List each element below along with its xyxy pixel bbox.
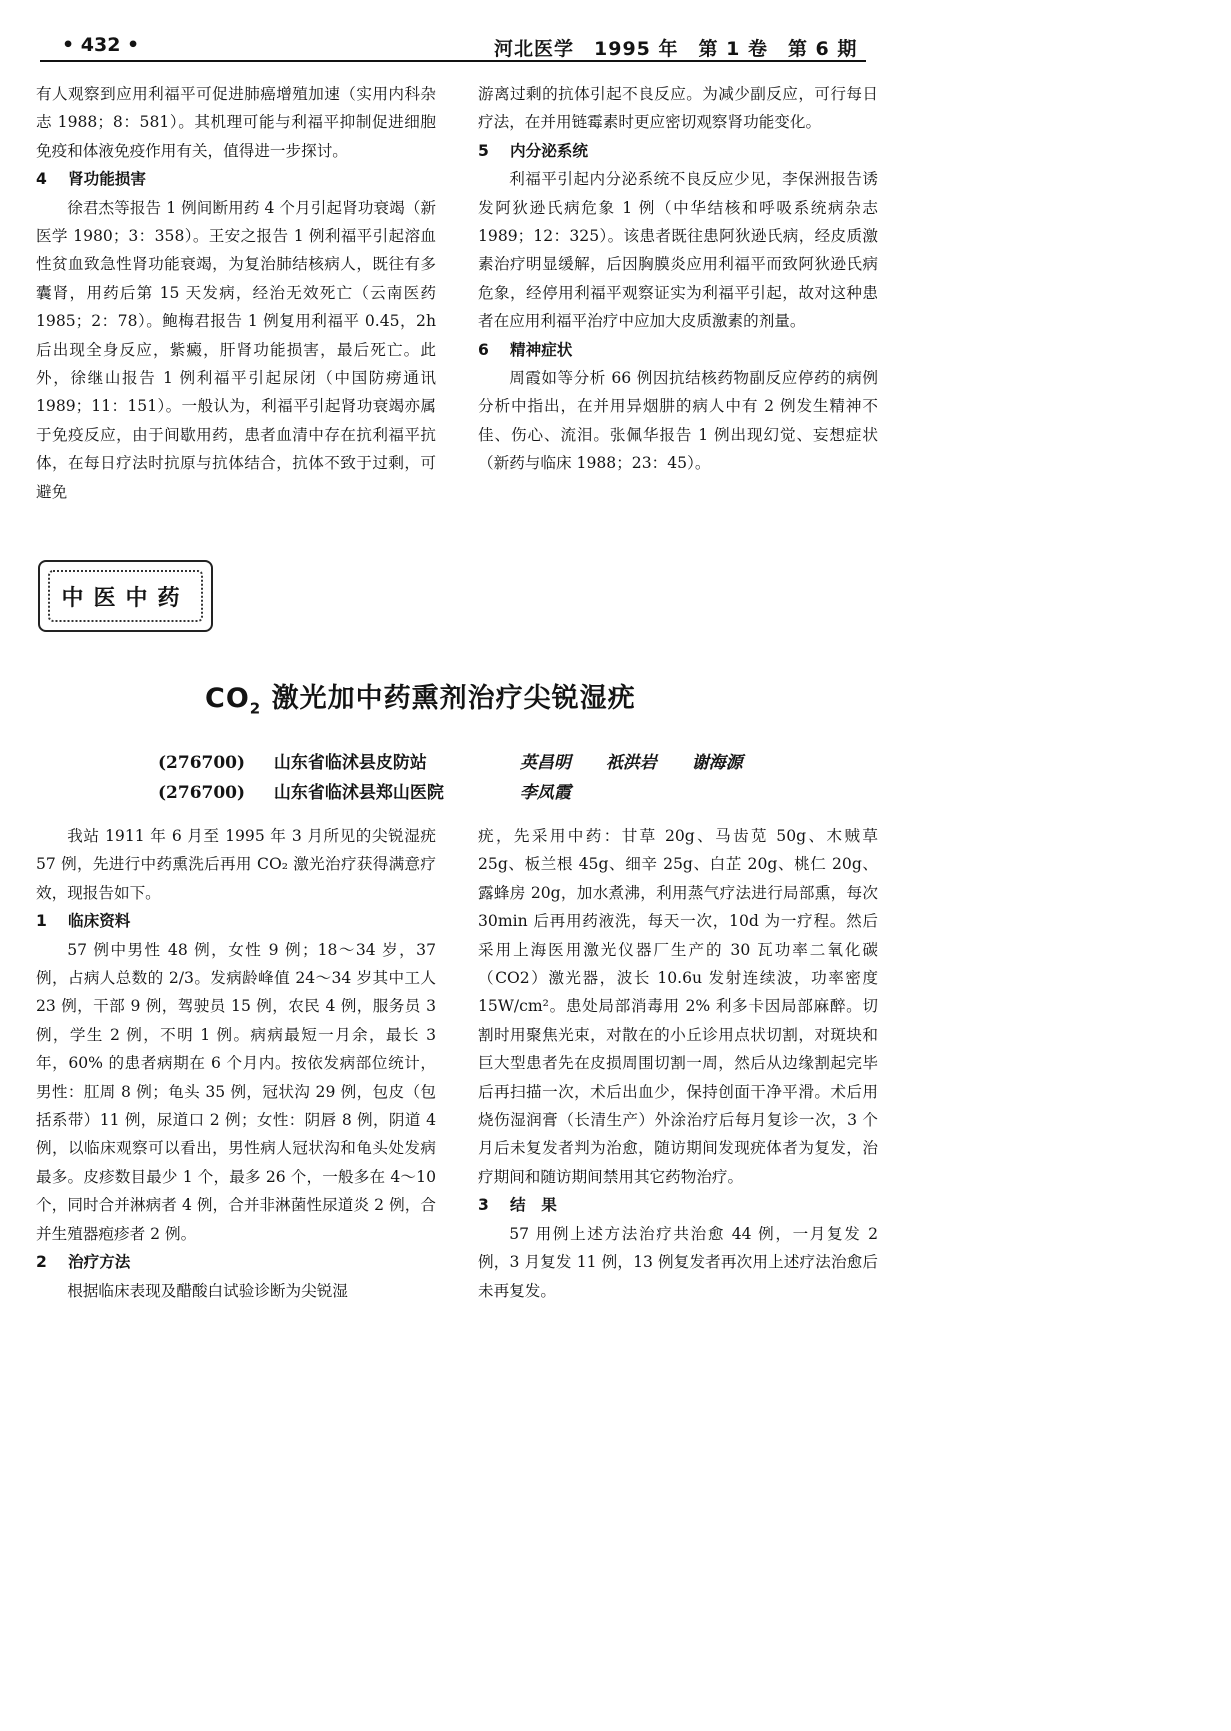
section-title: 肾功能损害 bbox=[68, 170, 146, 189]
prev-article-left-column bbox=[36, 80, 436, 506]
article-left-column bbox=[36, 822, 436, 1305]
section-number: 2 bbox=[36, 1253, 47, 1272]
author-name: 谢海源 bbox=[691, 753, 743, 773]
paragraph: 有人观察到应用利福平可促进肺癌增殖加速（实用内科杂志 1988；8：581）。其机理可能与利福平抑制促进细胞免疫和体液免疫作用有关，值得进一步探讨。 bbox=[36, 85, 436, 160]
section-number: 5 bbox=[478, 141, 489, 160]
paragraph: 游离过剩的抗体引起不良反应。为减少副反应，可行每日疗法，在并用链霉素时更应密切观察肾功能变化。 bbox=[478, 85, 878, 132]
affiliation-line bbox=[158, 748, 772, 773]
title-prefix: CO bbox=[205, 683, 250, 714]
section-heading bbox=[478, 336, 878, 364]
institution: 山东省临沭县皮防站 bbox=[273, 753, 427, 773]
paragraph: 徐君杰等报告 1 例间断用药 4 个月引起肾功衰竭（新医学 1980；3：358）。王安之报告 1 例利福平引起溶血性贫血致急性肾功能衰竭，为复治肺结核病人，既往有多囊肾，用药后第 15 天发病，经治无效死亡（云南医药 1985；2：78）。鲍梅君报告 1 例复用利福平 0.45，2h 后出现全身反应，紫癜，肝肾功能损害，最后死亡。此外，徐继山报告 1 例利福平引起尿闭（中国防痨通讯 1989；11：151）。一般认为，利福平引起肾功衰竭亦属于免疫反应，由于间歇用药，患者血清中存在抗利福平抗体，在每日疗法时抗原与抗体结合，抗体不致于过剩，可避免 bbox=[36, 198, 436, 501]
author-name: 英昌明 bbox=[519, 753, 571, 773]
title-subscript: 2 bbox=[249, 699, 262, 718]
paragraph: 周霞如等分析 66 例因抗结核药物副反应停药的病例分析中指出，在并用异烟肼的病人中有 2 例发生精神不佳、伤心、流泪。张佩华报告 1 例出现幻觉、妄想症状（新药与临床 1988；23：45）。 bbox=[478, 369, 878, 473]
stamp-label: 中医中药 bbox=[61, 585, 190, 611]
section-title: 内分泌系统 bbox=[510, 141, 588, 160]
page-number: • 432 • bbox=[62, 34, 140, 56]
section-number: 6 bbox=[478, 340, 489, 359]
article-right-column bbox=[478, 822, 878, 1305]
section-heading bbox=[36, 1248, 436, 1276]
section-title: 结 果 bbox=[510, 1196, 557, 1215]
section-title: 精神症状 bbox=[510, 340, 573, 359]
paragraph: 利福平引起内分泌系统不良反应少见，李保洲报告诱发阿狄逊氏病危象 1 例（中华结核和呼吸系统病杂志 1989；12：325）。该患者既往患阿狄逊氏病，经皮质激素治疗明显缓解，后因胸膜炎应用利福平而致阿狄逊氏病危象，经停用利福平观察证实为利福平引起，故对这种患者在应用利福平治疗中应加大皮质激素的剂量。 bbox=[478, 170, 878, 331]
institution: 山东省临沭县郑山医院 bbox=[273, 783, 444, 803]
header-rule bbox=[40, 60, 866, 62]
section-number: 1 bbox=[36, 912, 47, 931]
author-name: 李凤霞 bbox=[519, 783, 571, 803]
article-title bbox=[205, 676, 636, 717]
postal-code: (276700) bbox=[158, 753, 246, 773]
section-number: 4 bbox=[36, 170, 47, 189]
section-heading bbox=[36, 165, 436, 193]
section-number: 3 bbox=[478, 1196, 489, 1215]
paragraph: 疣，先采用中药：甘草 20g、马齿苋 50g、木贼草 25g、板兰根 45g、细辛 25g、白芷 20g、桃仁 20g、露蜂房 20g，加水煮沸，利用蒸气疗法进行局部熏，每次 30min 后再用药液洗，每天一次，10d 为一疗程。然后采用上海医用激光仪器厂生产的 30 瓦功率二氧化碳（CO2）激光器，波长 10.6u 发射连续波，功率密度 15W/cm²。患处局部消毒用 2% 利多卡因局部麻醉。切割时用聚焦光束，对散在的小丘诊用点状切割，对斑块和巨大型患者先在皮损周围切割一周，然后从边缘割起完毕后再扫描一次，术后出血少，保持创面干净平滑。术后用烧伤湿润膏（长清生产）外涂治疗后每月复诊一次，3 个月后未复发者判为治愈，随访期间发现疣体者为复发，治疗期间和随访期间禁用其它药物治疗。 bbox=[478, 827, 878, 1186]
title-text: 激光加中药熏剂治疗尖锐湿疣 bbox=[261, 683, 636, 714]
section-title: 治疗方法 bbox=[68, 1253, 131, 1272]
affiliation-line bbox=[158, 778, 600, 803]
prev-article-right-column bbox=[478, 80, 878, 478]
paragraph: 57 用例上述方法治疗共治愈 44 例，一月复发 2 例，3 月复发 11 例，13 例复发者再次用上述疗法治愈后未再复发。 bbox=[478, 1224, 878, 1300]
paragraph: 57 例中男性 48 例，女性 9 例；18～34 岁，37 例，占病人总数的 2/3。发病龄峰值 24～34 岁其中工人 23 例，干部 9 例，驾驶员 15 例，农民 4 例，服务员 3 例，学生 2 例，不明 1 例。病病最短一月余，最长 3 年，60% 的患者病期在 6 个月内。按依发病部位统计，男性：肛周 8 例；龟头 35 例，冠状沟 29 例，包皮（包括系带）11 例，尿道口 2 例；女性：阴唇 8 例，阴道 4 例，以临床观察可以看出，男性病人冠状沟和龟头处发病最多。皮疹数目最少 1 个，最多 26 个，一般多在 4～10 个，同时合并淋病者 4 例，合并非淋菌性尿道炎 2 例，合并生殖器疱疹者 2 例。 bbox=[36, 940, 436, 1243]
section-heading bbox=[478, 137, 878, 165]
journal-header: 河北医学 1995 年 第 1 卷 第 6 期 bbox=[494, 38, 858, 60]
section-heading bbox=[478, 1191, 878, 1219]
intro-paragraph: 我站 1911 年 6 月至 1995 年 3 月所见的尖锐湿疣 57 例，先进行中药熏洗后再用 CO₂ 激光治疗获得满意疗效，现报告如下。 bbox=[36, 827, 436, 902]
postal-code: (276700) bbox=[158, 783, 246, 803]
section-title: 临床资料 bbox=[68, 912, 131, 931]
section-heading bbox=[36, 907, 436, 935]
paragraph: 根据临床表现及醋酸白试验诊断为尖锐湿 bbox=[67, 1281, 348, 1300]
section-stamp bbox=[38, 560, 213, 632]
author-name: 祇洪岩 bbox=[605, 753, 657, 773]
